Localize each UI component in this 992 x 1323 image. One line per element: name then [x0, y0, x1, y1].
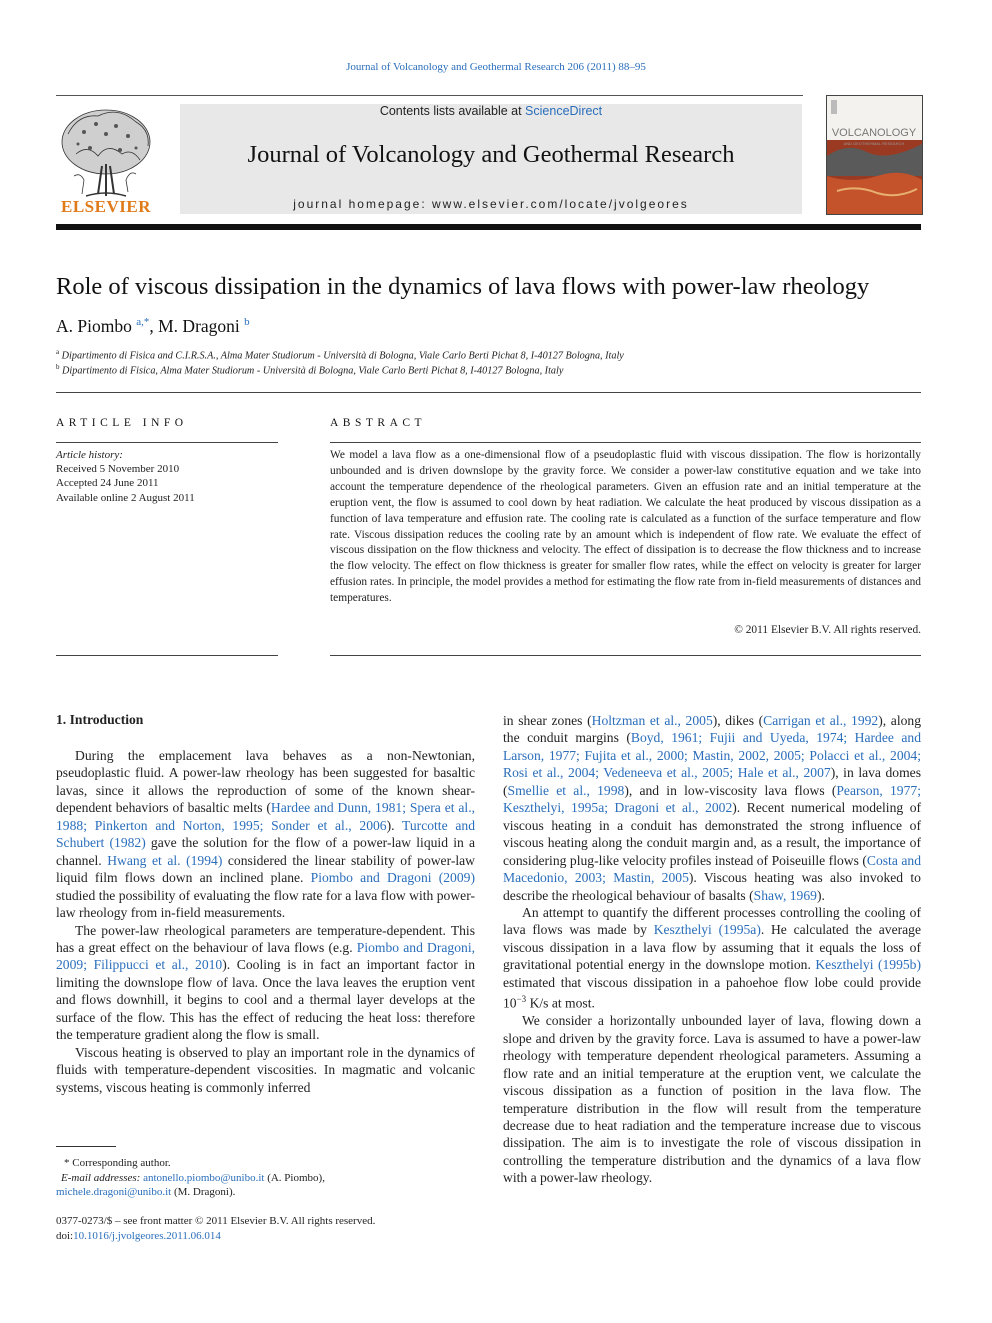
affiliation-b: [56, 363, 563, 376]
affiliation-a: [56, 348, 624, 361]
citation-link[interactable]: Keszthelyi (1995b): [815, 957, 921, 973]
header-thick-rule: [56, 224, 921, 230]
text-run: The power-law rheological parameters are temperature-dependent. This has a great effect on the behaviour of lava flows (e.g.: [56, 922, 475, 955]
email-owner: (M. Dragoni).: [171, 1186, 236, 1199]
header-top-rule: [56, 95, 803, 96]
author-separator: ,: [149, 316, 159, 336]
email-link[interactable]: antonello.piombo@unibo.it: [143, 1171, 265, 1184]
text-run: in shear zones (: [503, 713, 592, 728]
history-accepted: Accepted 24 June 2011: [56, 477, 159, 490]
citation-link[interactable]: Keszthelyi (1995a): [653, 922, 761, 938]
author-affil-marks[interactable]: b: [244, 316, 250, 329]
citation-link[interactable]: Piombo and Dragoni (2009): [310, 870, 475, 886]
issn-line: 0377-0273/$ – see front matter © 2011 Elsevier B.V. All rights reserved.: [56, 1215, 376, 1227]
citation-link[interactable]: Smellie et al., 1998: [507, 782, 625, 798]
sciencedirect-link[interactable]: ScienceDirect: [525, 104, 603, 118]
doi-label: doi:: [56, 1229, 74, 1242]
footnote-rule: [56, 1146, 116, 1147]
citation-link[interactable]: Piombo and Dragoni, 2009; Filippucci et al., 2010: [56, 939, 475, 973]
paragraph: [503, 904, 921, 1012]
text-run: studied the possibility of evaluating the flow rate for a lava flow with power-law rheology from in-field measurements.: [56, 887, 475, 921]
body-column-left: [56, 747, 475, 1096]
article-info-heading: ARTICLE INFO: [56, 417, 188, 429]
section-heading-introduction: 1. Introduction: [56, 712, 144, 727]
elsevier-wordmark: ELSEVIER: [61, 197, 151, 216]
cover-art: [827, 96, 922, 214]
abstract-heading: ABSTRACT: [330, 417, 427, 429]
history-received: Received 5 November 2010: [56, 463, 180, 476]
text-run: considered the linear stability of power-law liquid film flows down an inclined plane.: [56, 852, 475, 886]
citation-link[interactable]: Holtzman et al., 2005: [591, 713, 713, 728]
paragraph: [503, 712, 921, 904]
text-run: gave the solution for the flow of a power-law liquid in a channel.: [56, 835, 475, 868]
text-run: ), dikes (: [712, 713, 764, 728]
affil-text: Dipartimento di Fisica, Alma Mater Studiorum - Università di Bologna, Viale Carlo Berti Pichat 8, I-40127 Bologna, Italy: [62, 365, 564, 377]
abstract-text: We model a lava flow as a one-dimensional flow of a pseudoplastic fluid with viscous dissipation. The flow is horizontally unbounded and is driven downslope by the gravity force. We consider a power-law constitutive equation and we take into account the temperature dependence of the rheological parameters. Given an effusion rate and an initial temperature at the eruption vent, the flow is assumed to cool down by heat radiation. We calculate the heat produced by viscous dissipation as a function of lava temperature and effusion rate. The cooling rate is calculated as a function of the surface temperature and flow rate. Viscous dissipation reduces the cooling rate by an amount which is independent of flow rate. We evaluate the effect of viscous dissipation on the flow thickness and velocity. The effect of dissipation is to decrease the flow thickness and to increase the flow velocity. The effect on flow thickness is greater for smaller flow rates, while the effect on velocity is greater for larger effusion rates. In principle, the model provides a method for estimating the flow rate from in-field measurements of distances and temperatures.: [330, 449, 921, 605]
paragraph: Viscous heating is observed to play an important role in the dynamics of fluids with temperature-dependent viscosities. In magmatic and volcanic systems, viscous heating is commonly inferred: [56, 1044, 475, 1095]
journal-citation[interactable]: Journal of Volcanology and Geothermal Research 206 (2011) 88–95: [346, 61, 646, 73]
citation-link[interactable]: Carrigan et al., 1992: [763, 713, 879, 728]
history-online: Available online 2 August 2011: [56, 491, 195, 504]
cover-subtitle: AND GEOTHERMAL RESEARCH: [843, 141, 905, 146]
author-affil-marks[interactable]: a,*: [136, 316, 150, 329]
email-line: [56, 1185, 325, 1200]
citation-link[interactable]: Shaw, 1969: [753, 887, 817, 903]
doi-line: [56, 1229, 375, 1244]
text-run: . He calculated the average viscous dissipation in a lava flow by assuming that it equals the loss of gravitational potential energy in the downslope motion.: [503, 922, 922, 973]
issn-doi-block: [56, 1214, 375, 1243]
paragraph: [56, 747, 475, 922]
affil-mark: b: [56, 363, 60, 371]
text-run: During the emplacement lava behaves as a non-Newtonian, pseudoplastic fluid. A power-law rheology has been suggested for basaltic lavas, since it allows the reproduction of some of the known shear-dependent behaviors of basaltic melts (: [56, 748, 475, 816]
abstract-rule: [330, 442, 921, 443]
paragraph: [56, 922, 475, 1044]
email-label: E-mail addresses:: [61, 1171, 144, 1184]
cover-title: VOLCANOLOGY: [831, 127, 917, 139]
contents-available-line: [180, 104, 802, 118]
text-run: ), in lava domes (: [503, 765, 922, 798]
abstract-bottom-rule: [330, 655, 921, 656]
text-run: ).: [386, 817, 403, 833]
corresponding-author-note: * Corresponding author.: [64, 1157, 171, 1169]
contents-prefix: Contents lists available at: [379, 104, 526, 118]
author-list: [56, 316, 250, 337]
text-run: ). Recent numerical modeling of viscous heating in a conduit has demonstrated the strong influence of viscous heating along the conduit margin and, as a result, the importance of considering plug-like velocity profiles instead of Poiseuille flows (: [503, 800, 922, 868]
text-run: estimated that viscous dissipation in a pahoehoe flow lobe could provide 10: [503, 974, 921, 1011]
citation-link[interactable]: Hwang et al. (1994): [107, 852, 223, 868]
text-run: ).: [816, 887, 825, 903]
citation-link[interactable]: Hardee and Dunn, 1981; Spera et al., 1988; Pinkerton and Norton, 1995; Sonder et al., 2006: [56, 800, 475, 833]
email-link[interactable]: michele.dragoni@unibo.it: [56, 1186, 172, 1199]
abstract-copyright: © 2011 Elsevier B.V. All rights reserved.: [734, 624, 921, 636]
text-run: An attempt to quantify the different processes controlling the cooling of lava flows was made by: [503, 904, 921, 938]
citation-link[interactable]: Pearson, 1977; Keszthelyi, 1995a; Dragoni et al., 2002: [503, 782, 921, 816]
text-run: ). Cooling is in fact an important factor in limiting the downslope flow of lava. Once the lava leaves the eruption vent and flows downhill, it begins to cool and a thermal layer develops at the surface of the flow. This has the effect of reducing the heat loss: therefore the temperature gradient along the flow is small.: [56, 957, 475, 1043]
paragraph: We consider a horizontally unbounded layer of lava, flowing down a slope and driven by the gravity force. Lava is assumed to have a power-law rheology with temperature dependent rheological parameters. Assuming a flow rate and an initial temperature at the eruption vent, we calculate the viscous dissipation as a function of position in the lava flow. The temperature distribution in the flow will result from the temperature decrease due to heat radiation and the temperature increase due to viscous dissipation. The aim is to investigate the role of viscous dissipation in controlling the temperature distribution and the dynamics of a lava flow with a power-law rheology.: [503, 1013, 921, 1186]
text-run: K/s at most.: [526, 995, 595, 1011]
email-line: [56, 1171, 325, 1186]
article-info-bottom-rule: [56, 655, 278, 656]
author-name: A. Piombo: [56, 316, 132, 336]
citation-link[interactable]: Boyd, 1961; Fujii and Uyeda, 1974; Hardee and Larson, 1977; Fujita et al., 2000; Mastin, 2002, 2005; Polacci et al., 2004; Rosi et al., 2004; Vedeneeva et al., 2005; Hale et al., 2007: [503, 730, 922, 781]
text-run: ), along the conduit margins (: [503, 713, 921, 746]
article-title: Role of viscous dissipation in the dynamics of lava flows with power-law rheology: [56, 273, 870, 300]
text-run: ), and in low-viscosity lava flows (: [624, 782, 837, 798]
footnotes: [56, 1156, 325, 1200]
journal-homepage[interactable]: journal homepage: www.elsevier.com/locate/jvolgeores: [293, 197, 689, 211]
article-info-rule: [56, 442, 278, 443]
text-run: ). Viscous heating was also invoked to describe the rheological behaviour of basalts (: [503, 870, 921, 903]
doi-link[interactable]: 10.1016/j.jvolgeores.2011.06.014: [73, 1229, 221, 1242]
email-owner: (A. Piombo),: [264, 1171, 325, 1184]
author-name: M. Dragoni: [158, 316, 240, 336]
exponent: −3: [516, 994, 527, 1005]
affil-mark: a: [56, 348, 60, 356]
article-history: [56, 448, 195, 505]
citation-link[interactable]: Turcotte and Schubert (1982): [56, 817, 476, 851]
history-label: Article history:: [56, 449, 123, 461]
journal-name: Journal of Volcanology and Geothermal Research: [247, 141, 735, 168]
body-column-right: [503, 712, 921, 1187]
journal-cover-thumbnail[interactable]: [826, 95, 923, 215]
affil-text: Dipartimento di Fisica and C.I.R.S.A., Alma Mater Studiorum - Università di Bologna, Viale Carlo Berti Pichat 8, I-40127 Bologna, Italy: [61, 350, 624, 362]
citation-link[interactable]: Costa and Macedonio, 2003; Mastin, 2005: [503, 852, 921, 886]
section-rule: [56, 392, 921, 393]
